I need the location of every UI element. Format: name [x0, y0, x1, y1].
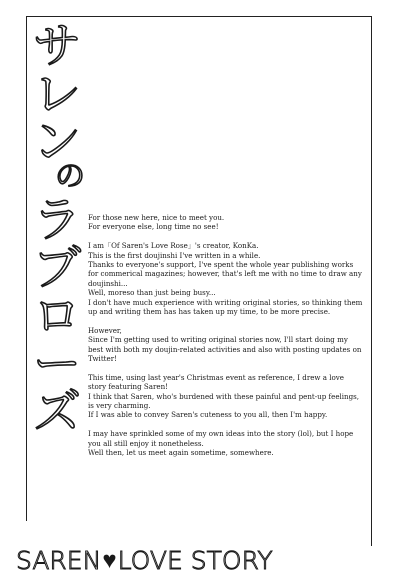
- paragraph-story: This time, using last year's Christmas event as reference, I drew a love story featuring Saren! I think that Saren, who's burdened with these painful and pent-up feelings, is very charming. If I was able to convey Saren's cuteness to you all, then I'm happy.: [88, 372, 360, 420]
- title-char-7: ロ: [32, 288, 81, 344]
- title-char-1: サ: [32, 18, 81, 74]
- title-char-4: の: [55, 159, 85, 194]
- title-char-6: ブ: [32, 240, 81, 296]
- footer-logo: [16, 545, 273, 575]
- heart-icon: ♥: [102, 545, 117, 574]
- footer-word-story: STORY: [190, 545, 273, 575]
- title-char-5: ラ: [32, 192, 81, 248]
- title-char-9: ズ: [32, 384, 81, 440]
- frame-left-border: [26, 16, 27, 521]
- title-char-3: ン: [32, 114, 81, 170]
- paragraph-introduction: I am「Of Saren's Love Rose」's creator, KonKa. This is the first doujinshi I've written in a while. Thanks to everyone's support, I've spent the whole year publishing works for commerical magazines; however, that's left me with no time to draw any doujinshi... Well, moreso than just being busy... I don't have much experience with writing original stories, so thinking them up and writing them has has taken up my time, to be more precise.: [88, 241, 363, 317]
- afterword-text: [88, 213, 364, 467]
- footer-word-saren: SAREN: [16, 545, 102, 575]
- vertical-title: [29, 18, 85, 440]
- frame-right-border: [371, 16, 372, 546]
- title-char-2: レ: [32, 66, 81, 122]
- paragraph-greeting: For those new here, nice to meet you. For everyone else, long time no see!: [88, 213, 225, 232]
- paragraph-plans: However, Since I'm getting used to writing original stories now, I'll start doing my best with both my doujin-related activities and also with posting updates on Twitter!: [88, 325, 362, 364]
- frame-left-cap: [26, 16, 38, 17]
- frame-top-border: [38, 16, 372, 17]
- footer-word-love: LOVE: [117, 545, 183, 575]
- paragraph-closing: I may have sprinkled some of my own ideas into the story (lol), but I hope you all still enjoy it nonetheless. Well then, let us meet again sometime, somewhere.: [88, 429, 354, 458]
- title-char-8: ー: [32, 336, 81, 392]
